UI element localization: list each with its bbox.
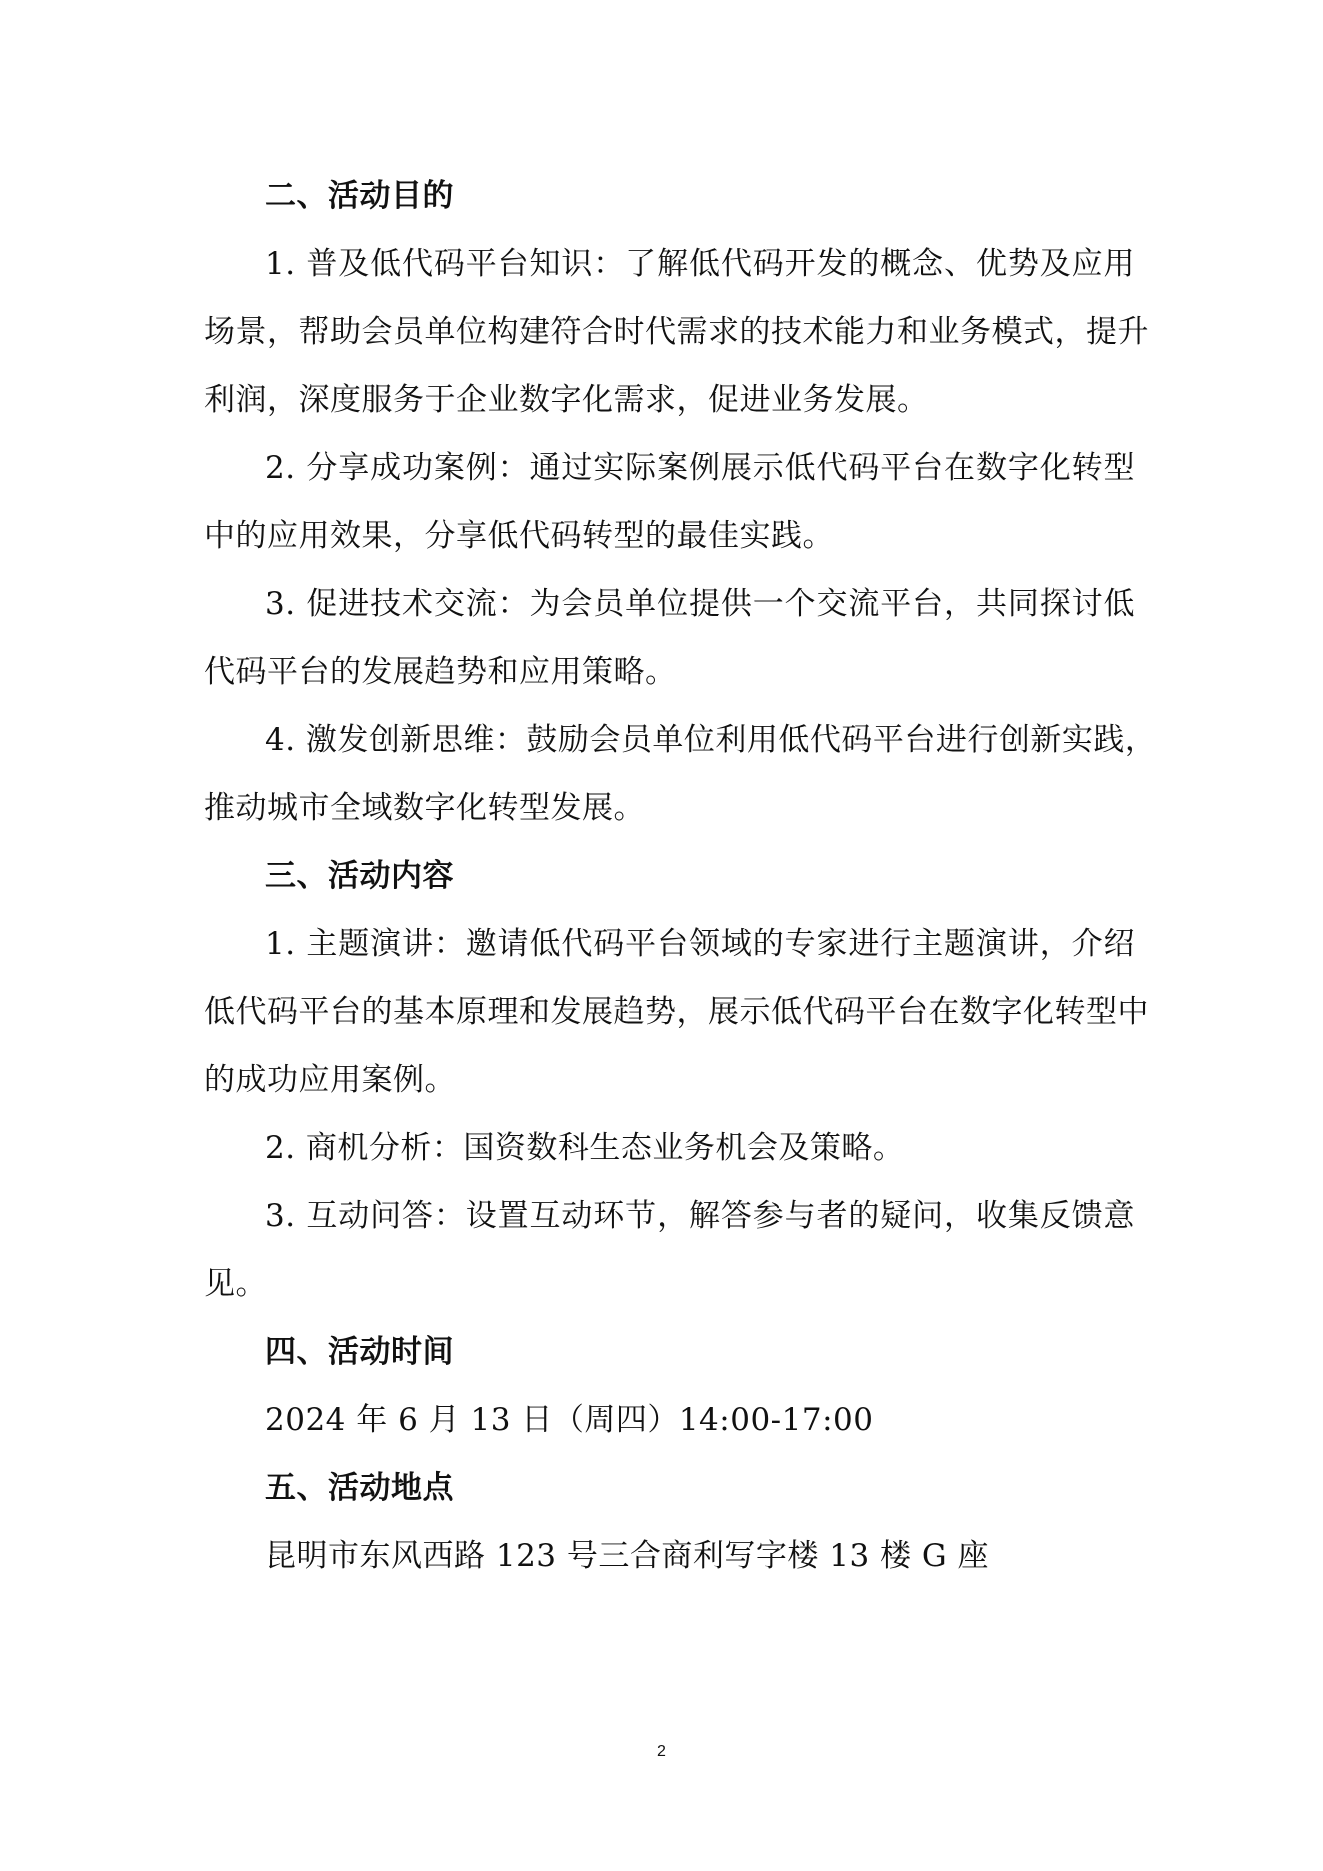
paragraph-line: 代码平台的发展趋势和应用策略。 <box>204 654 677 690</box>
paragraph-line: 见。 <box>204 1266 267 1302</box>
paragraph-line: 2. 分享成功案例：通过实际案例展示低代码平台在数字化转型 <box>265 450 1135 486</box>
paragraph-line: 中的应用效果，分享低代码转型的最佳实践。 <box>204 518 834 554</box>
paragraph-line: 1. 主题演讲：邀请低代码平台领域的专家进行主题演讲，介绍 <box>265 926 1135 962</box>
section-heading: 二、活动目的 <box>265 178 454 214</box>
section-heading: 四、活动时间 <box>265 1334 454 1370</box>
paragraph-line: 利润，深度服务于企业数字化需求，促进业务发展。 <box>204 382 929 418</box>
paragraph-line: 3. 互动问答：设置互动环节，解答参与者的疑问，收集反馈意 <box>265 1198 1135 1234</box>
paragraph-line: 1. 普及低代码平台知识：了解低代码开发的概念、优势及应用 <box>265 246 1135 282</box>
paragraph-line: 2. 商机分析：国资数科生态业务机会及策略。 <box>265 1130 905 1166</box>
paragraph-line: 低代码平台的基本原理和发展趋势，展示低代码平台在数字化转型中 <box>204 994 1149 1030</box>
page-number: 2 <box>657 1743 666 1760</box>
paragraph-line: 的成功应用案例。 <box>204 1062 456 1098</box>
section-heading: 三、活动内容 <box>265 858 454 894</box>
paragraph-line: 4. 激发创新思维：鼓励会员单位利用低代码平台进行创新实践， <box>265 722 1157 758</box>
paragraph-line: 场景，帮助会员单位构建符合时代需求的技术能力和业务模式，提升 <box>204 314 1149 350</box>
event-time: 2024 年 6 月 13 日（周四）14:00-17:00 <box>265 1402 874 1438</box>
event-location: 昆明市东风西路 123 号三合商利写字楼 13 楼 G 座 <box>265 1538 990 1574</box>
paragraph-line: 3. 促进技术交流：为会员单位提供一个交流平台，共同探讨低 <box>265 586 1135 622</box>
section-heading: 五、活动地点 <box>265 1470 454 1506</box>
paragraph-line: 推动城市全域数字化转型发展。 <box>204 790 645 826</box>
